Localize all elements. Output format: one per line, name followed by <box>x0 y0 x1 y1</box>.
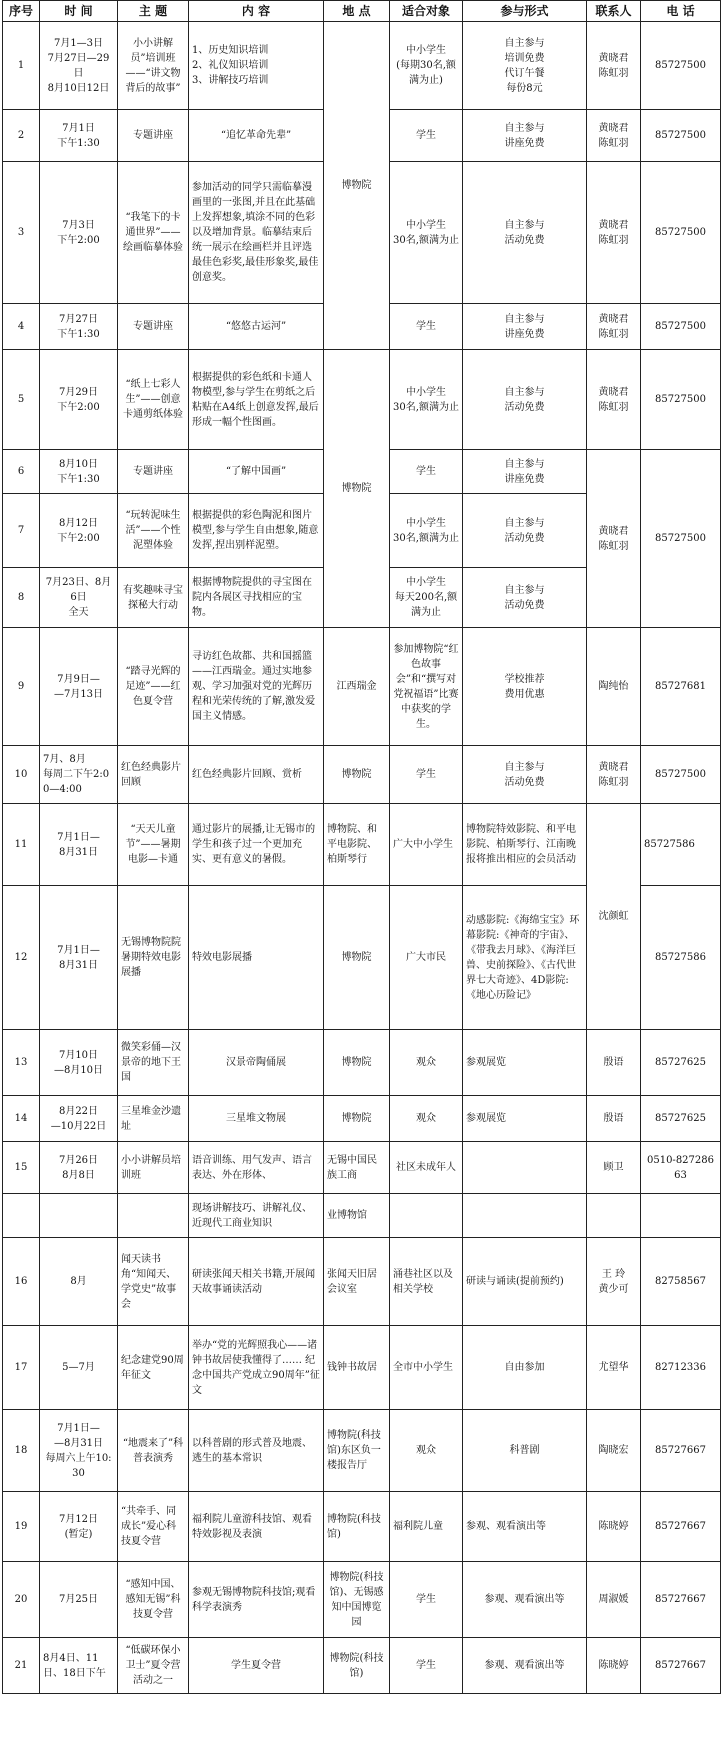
cell-time: 7月10日 —8月10日 <box>40 1030 118 1096</box>
cell-place: 无锡中国民族工商 <box>324 1142 390 1194</box>
cell-content: 特效电影展播 <box>189 886 324 1030</box>
cell-time: 8月4日、11日、18日下午 <box>40 1638 118 1694</box>
cell-topic: 无锡博物院院暑期特效电影展播 <box>118 886 189 1030</box>
cell-no: 18 <box>3 1410 40 1492</box>
cell-phone: 85727586 <box>641 886 721 1030</box>
cell-no: 8 <box>3 568 40 628</box>
cell-form: 自主参与 讲座免费 <box>463 450 587 494</box>
cell-place: 博物院 <box>324 1030 390 1096</box>
cell-form: 参观、观看演出等 <box>463 1638 587 1694</box>
cell-form: 动感影院:《海绵宝宝》环幕影院:《神奇的宇宙》、《带我去月球》、《海洋巨兽、史前探险》、《古代世界七大奇迹》、4D影院:《地心历险记》 <box>463 886 587 1030</box>
table-row <box>3 1238 721 1326</box>
cell-contact: 黄晓君 陈虹羽 <box>587 450 641 628</box>
cell-form: 学校推荐 费用优惠 <box>463 628 587 746</box>
cell-contact: 陈晓婷 <box>587 1492 641 1562</box>
cell-time: 7月25日 <box>40 1562 118 1638</box>
cell-place: 博物院 <box>324 350 390 628</box>
cell-phone: 85727667 <box>641 1638 721 1694</box>
cell-contact: 黄晓君 陈虹羽 <box>587 22 641 110</box>
cell-form: 自主参与 活动免费 <box>463 350 587 450</box>
cell-topic: “纸上七彩人生”——创意卡通剪纸体验 <box>118 350 189 450</box>
cell-topic: “感知中国、感知无锡”科技夏令营 <box>118 1562 189 1638</box>
cell-no: 9 <box>3 628 40 746</box>
cell-topic: 纪念建党90周年征文 <box>118 1326 189 1410</box>
cell-place: 钱钟书故居 <box>324 1326 390 1410</box>
cell-form: 自主参与 活动免费 <box>463 494 587 568</box>
cell-time: 7月12日 (暂定) <box>40 1492 118 1562</box>
cell-place: 博物院 <box>324 746 390 804</box>
cell-audience: 中小学生 每天200名,额满为止 <box>390 568 463 628</box>
cell-form: 研读与诵读(提前预约) <box>463 1238 587 1326</box>
cell-audience: 学生 <box>390 1562 463 1638</box>
cell-content: 参加活动的同学只需临摹漫画里的一张图,并且在此基础上发挥想象,填涂不同的色彩以及增加背景。临摹结束后统一展示在绘画栏并且评选最佳色彩奖,最佳形象奖,最佳创意奖。 <box>189 162 324 304</box>
cell-form: 参观展览 <box>463 1096 587 1142</box>
cell-phone <box>641 1194 721 1238</box>
cell-content: “了解中国画” <box>189 450 324 494</box>
cell-no: 20 <box>3 1562 40 1638</box>
cell-time: 7月26日 8月8日 <box>40 1142 118 1194</box>
cell-no: 16 <box>3 1238 40 1326</box>
cell-contact: 陶晓宏 <box>587 1410 641 1492</box>
cell-audience: 学生 <box>390 746 463 804</box>
cell-form: 自主参与 活动免费 <box>463 746 587 804</box>
cell-topic: 微笑彩俑—汉景帝的地下王国 <box>118 1030 189 1096</box>
table-row <box>3 350 721 450</box>
cell-time: 7月23日、8月6日 全天 <box>40 568 118 628</box>
cell-time: 7月1日— 8月31日 <box>40 804 118 886</box>
header-row <box>3 1 721 22</box>
cell-audience: 广大市民 <box>390 886 463 1030</box>
cell-audience: 观众 <box>390 1030 463 1096</box>
cell-no: 19 <box>3 1492 40 1562</box>
cell-no: 12 <box>3 886 40 1030</box>
cell-topic: “低碳环保小卫士”夏令营活动之一 <box>118 1638 189 1694</box>
table-row <box>3 804 721 886</box>
activity-table <box>2 0 721 1694</box>
table-row <box>3 1030 721 1096</box>
cell-no: 11 <box>3 804 40 886</box>
cell-place: 博物院 <box>324 1096 390 1142</box>
table-row <box>3 22 721 110</box>
cell-time: 8月12日 下午2:00 <box>40 494 118 568</box>
cell-content: 参观无锡博物院科技馆;观看科学表演秀 <box>189 1562 324 1638</box>
cell-place: 江西瑞金 <box>324 628 390 746</box>
header-audience: 适合对象 <box>390 1 463 22</box>
cell-time: 7月、8月 每周二下午2:00—4:00 <box>40 746 118 804</box>
cell-contact: 黄晓君 陈虹羽 <box>587 746 641 804</box>
table-row <box>3 1096 721 1142</box>
cell-form: 自由参加 <box>463 1326 587 1410</box>
cell-audience: 中小学生 30名,额满为止 <box>390 162 463 304</box>
table-row <box>3 1562 721 1638</box>
header-no: 序号 <box>3 1 40 22</box>
cell-no: 15 <box>3 1142 40 1194</box>
table-row <box>3 1492 721 1562</box>
cell-no: 10 <box>3 746 40 804</box>
cell-contact <box>587 1194 641 1238</box>
cell-audience: 中小学生 30名,额满为止 <box>390 494 463 568</box>
header-topic: 主 题 <box>118 1 189 22</box>
cell-content: 汉景帝陶俑展 <box>189 1030 324 1096</box>
cell-contact: 沈颜虹 <box>587 804 641 1030</box>
cell-time: 7月3日 下午2:00 <box>40 162 118 304</box>
cell-phone: 85727500 <box>641 22 721 110</box>
cell-form: 自主参与 讲座免费 <box>463 304 587 350</box>
cell-audience: 观众 <box>390 1096 463 1142</box>
cell-content: 以科普剧的形式普及地震、逃生的基本常识 <box>189 1410 324 1492</box>
cell-topic: 专题讲座 <box>118 304 189 350</box>
cell-content: “悠悠古运河” <box>189 304 324 350</box>
cell-topic: 专题讲座 <box>118 110 189 162</box>
cell-topic: “天天儿童节”——暑期电影—卡通 <box>118 804 189 886</box>
cell-phone: 85727667 <box>641 1562 721 1638</box>
cell-phone: 0510-82728663 <box>641 1142 721 1194</box>
cell-phone: 85727500 <box>641 746 721 804</box>
cell-place: 博物院 <box>324 886 390 1030</box>
cell-time: 7月9日— —7月13日 <box>40 628 118 746</box>
cell-content: 学生夏令营 <box>189 1638 324 1694</box>
header-form: 参与形式 <box>463 1 587 22</box>
cell-time: 7月1日— 8月31日 <box>40 886 118 1030</box>
header-phone: 电 话 <box>641 1 721 22</box>
table-row <box>3 746 721 804</box>
cell-audience: 学生 <box>390 304 463 350</box>
cell-content: 研读张闻天相关书籍,开展闻天故事诵读活动 <box>189 1238 324 1326</box>
cell-audience: 涌巷社区以及相关学校 <box>390 1238 463 1326</box>
cell-content: 三星堆文物展 <box>189 1096 324 1142</box>
cell-audience: 学生 <box>390 450 463 494</box>
header-contact: 联系人 <box>587 1 641 22</box>
cell-time: 5—7月 <box>40 1326 118 1410</box>
cell-phone: 82712336 <box>641 1326 721 1410</box>
cell-topic: “共牵手、同成长”爱心科技夏令营 <box>118 1492 189 1562</box>
cell-content: 举办“党的光辉照我心——诸钟书故居使我懂得了…… 纪念中国共产党成立90周年”征文 <box>189 1326 324 1410</box>
cell-contact: 殷语 <box>587 1096 641 1142</box>
cell-form: 博物院特效影院、和平电影院、柏斯琴行、江南晚报将推出相应的会员活动 <box>463 804 587 886</box>
cell-content: “追忆革命先辈” <box>189 110 324 162</box>
cell-audience: 中小学生 (每期30名,额满为止) <box>390 22 463 110</box>
cell-audience: 观众 <box>390 1410 463 1492</box>
cell-form: 科普剧 <box>463 1410 587 1492</box>
cell-audience: 全市中小学生 <box>390 1326 463 1410</box>
cell-audience <box>390 1194 463 1238</box>
cell-place: 业博物馆 <box>324 1194 390 1238</box>
cell-phone: 85727681 <box>641 628 721 746</box>
cell-audience: 社区未成年人 <box>390 1142 463 1194</box>
cell-topic: 三星堆金沙遗址 <box>118 1096 189 1142</box>
cell-topic: “我笔下的卡通世界”——绘画临摹体验 <box>118 162 189 304</box>
cell-content: 语音训练、用气发声、语言表达、外在形体、 <box>189 1142 324 1194</box>
cell-time: 7月29日 下午2:00 <box>40 350 118 450</box>
cell-contact: 殷语 <box>587 1030 641 1096</box>
table-row <box>3 628 721 746</box>
cell-phone: 85727500 <box>641 350 721 450</box>
cell-topic: 红色经典影片回顾 <box>118 746 189 804</box>
cell-no: 6 <box>3 450 40 494</box>
cell-content: 根据提供的彩色纸和卡通人物模型,参与学生在剪纸之后粘贴在A4纸上创意发挥,最后形成一幅个性图画。 <box>189 350 324 450</box>
cell-place: 张闻天旧居会议室 <box>324 1238 390 1326</box>
cell-time: 7月27日 下午1:30 <box>40 304 118 350</box>
cell-form: 参观、观看演出等 <box>463 1492 587 1562</box>
cell-contact: 黄晓君 陈虹羽 <box>587 304 641 350</box>
cell-form: 参观展览 <box>463 1030 587 1096</box>
cell-contact: 黄晓君 陈虹羽 <box>587 162 641 304</box>
cell-topic: “地震来了”科普表演秀 <box>118 1410 189 1492</box>
cell-no: 17 <box>3 1326 40 1410</box>
cell-time: 7月1日 下午1:30 <box>40 110 118 162</box>
cell-phone: 85727667 <box>641 1410 721 1492</box>
cell-content: 红色经典影片回顾、赏析 <box>189 746 324 804</box>
cell-audience: 参加博物院“红色故事会”和“撰写对党祝福语”比赛中获奖的学生。 <box>390 628 463 746</box>
cell-no: 2 <box>3 110 40 162</box>
cell-contact: 黄晓君 陈虹羽 <box>587 110 641 162</box>
cell-no: 4 <box>3 304 40 350</box>
cell-topic: 小小讲解员培训班 <box>118 1142 189 1194</box>
table-row <box>3 1410 721 1492</box>
cell-time: 7月1日— —8月31日 每周六上午10:30 <box>40 1410 118 1492</box>
cell-content: 1、历史知识培训 2、礼仪知识培训 3、讲解技巧培训 <box>189 22 324 110</box>
table-row <box>3 1326 721 1410</box>
cell-place: 博物院(科技馆)东区负一楼报告厅 <box>324 1410 390 1492</box>
cell-audience: 福利院儿童 <box>390 1492 463 1562</box>
cell-time: 8月22日 —10月22日 <box>40 1096 118 1142</box>
header-place: 地 点 <box>324 1 390 22</box>
header-content: 内 容 <box>189 1 324 22</box>
cell-form: 自主参与 培训免费 代订午餐 每份8元 <box>463 22 587 110</box>
cell-content: 根据提供的彩色陶泥和图片模型,参与学生自由想象,随意发挥,捏出别样泥塑。 <box>189 494 324 568</box>
cell-contact: 尤望华 <box>587 1326 641 1410</box>
cell-place: 博物院、和平电影院、柏斯琴行 <box>324 804 390 886</box>
cell-form: 自主参与 活动免费 <box>463 162 587 304</box>
cell-phone: 85727500 <box>641 110 721 162</box>
cell-no: 5 <box>3 350 40 450</box>
table-row <box>3 1142 721 1194</box>
cell-topic: 闻天读书角“知闻天、学党史”故事会 <box>118 1238 189 1326</box>
cell-form: 自主参与 讲座免费 <box>463 110 587 162</box>
table-row <box>3 1194 721 1238</box>
cell-place: 博物院(科技馆) <box>324 1638 390 1694</box>
cell-contact: 顾卫 <box>587 1142 641 1194</box>
cell-contact: 周淑媛 <box>587 1562 641 1638</box>
cell-content: 现场讲解技巧、讲解礼仪、近现代工商业知识 <box>189 1194 324 1238</box>
cell-phone: 85727500 <box>641 162 721 304</box>
cell-topic: “玩转泥味生活”——个性泥塑体验 <box>118 494 189 568</box>
cell-place: 博物院(科技馆) <box>324 1492 390 1562</box>
cell-time: 8月 <box>40 1238 118 1326</box>
cell-phone: 85727586 <box>641 804 721 886</box>
cell-time: 8月10日 下午1:30 <box>40 450 118 494</box>
table-row <box>3 1638 721 1694</box>
cell-phone: 85727625 <box>641 1096 721 1142</box>
cell-phone: 85727667 <box>641 1492 721 1562</box>
cell-no: 13 <box>3 1030 40 1096</box>
cell-time <box>40 1194 118 1238</box>
cell-form <box>463 1142 587 1194</box>
cell-topic <box>118 1194 189 1238</box>
cell-topic: 专题讲座 <box>118 450 189 494</box>
cell-content: 根据博物院提供的寻宝图在院内各展区寻找相应的宝物。 <box>189 568 324 628</box>
cell-topic: 小小讲解员”培训班——“讲文物背后的故事” <box>118 22 189 110</box>
cell-content: 福利院儿童游科技馆、观看特效影视及表演 <box>189 1492 324 1562</box>
cell-time: 7月1—3日 7月27日—29日 8月10日12日 <box>40 22 118 110</box>
header-time: 时 间 <box>40 1 118 22</box>
cell-contact: 黄晓君 陈虹羽 <box>587 350 641 450</box>
cell-audience: 广大中小学生 <box>390 804 463 886</box>
cell-no <box>3 1194 40 1238</box>
cell-form: 参观、观看演出等 <box>463 1562 587 1638</box>
cell-form <box>463 1194 587 1238</box>
cell-contact: 陶纯怡 <box>587 628 641 746</box>
cell-no: 21 <box>3 1638 40 1694</box>
cell-contact: 王 玲 黄少可 <box>587 1238 641 1326</box>
cell-topic: 有奖趣味寻宝探秘大行动 <box>118 568 189 628</box>
cell-audience: 学生 <box>390 1638 463 1694</box>
cell-audience: 中小学生 30名,额满为止 <box>390 350 463 450</box>
cell-no: 1 <box>3 22 40 110</box>
cell-place: 博物院 <box>324 22 390 350</box>
cell-place: 博物院(科技馆)、无锡感知中国博览园 <box>324 1562 390 1638</box>
cell-form: 自主参与 活动免费 <box>463 568 587 628</box>
cell-content: 寻访红色故都、共和国摇篮——江西瑞金。通过实地参观、学习加强对党的光辉历程和光荣传统的了解,激发爱国主义情感。 <box>189 628 324 746</box>
cell-phone: 85727625 <box>641 1030 721 1096</box>
cell-no: 14 <box>3 1096 40 1142</box>
cell-no: 3 <box>3 162 40 304</box>
cell-phone: 82758567 <box>641 1238 721 1326</box>
cell-no: 7 <box>3 494 40 568</box>
cell-topic: “踏寻光辉的足迹”——红色夏令营 <box>118 628 189 746</box>
cell-phone: 85727500 <box>641 450 721 628</box>
cell-phone: 85727500 <box>641 304 721 350</box>
cell-contact: 陈晓婷 <box>587 1638 641 1694</box>
cell-content: 通过影片的展播,让无锡市的学生和孩子过一个更加充实、更有意义的暑假。 <box>189 804 324 886</box>
cell-audience: 学生 <box>390 110 463 162</box>
